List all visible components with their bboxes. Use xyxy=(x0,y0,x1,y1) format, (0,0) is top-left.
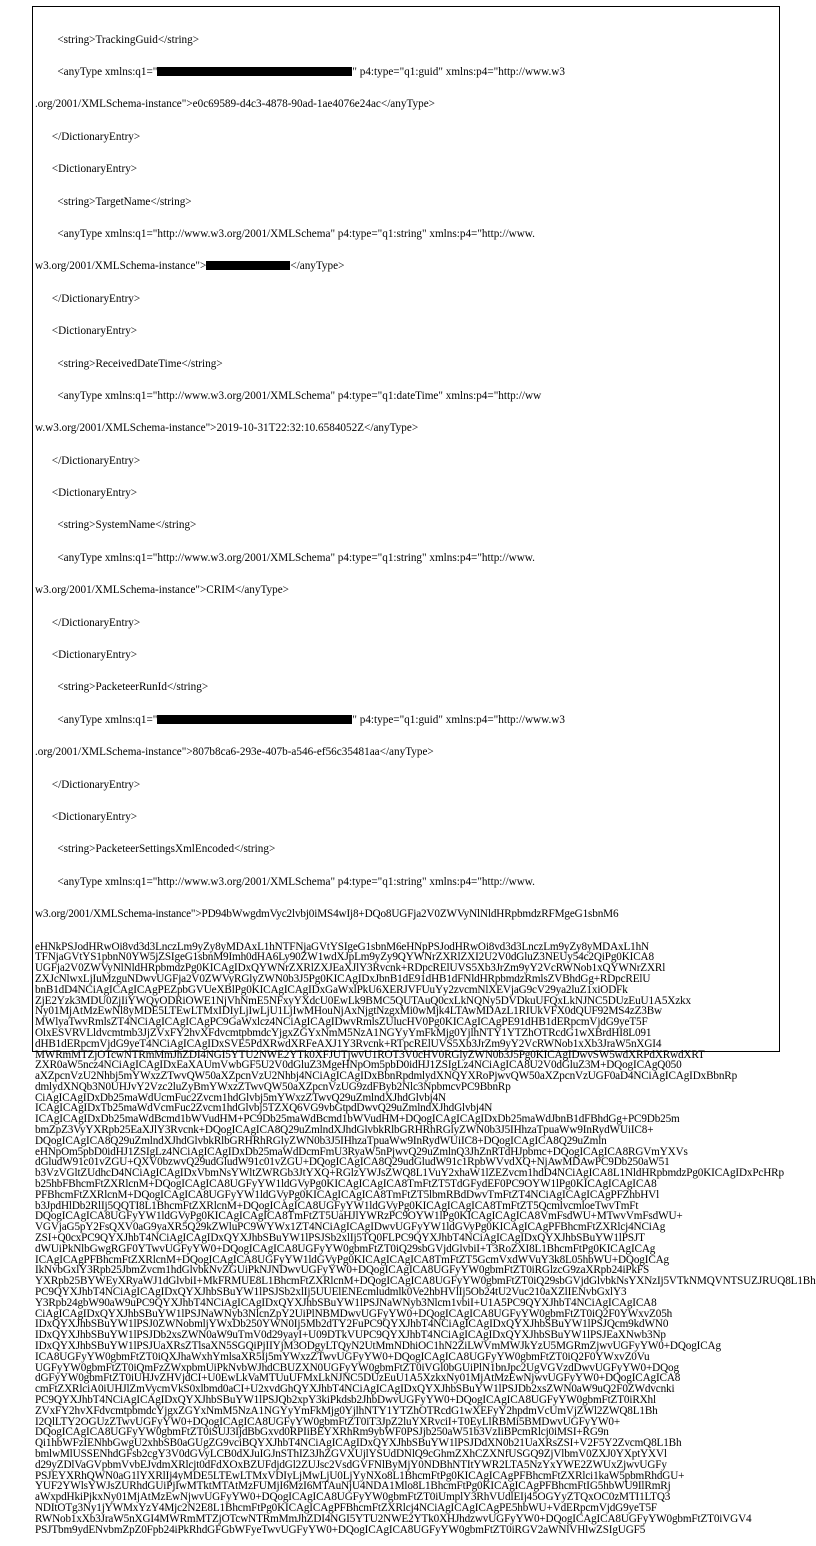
base64-line: bnB1dD4NCiAgICAgICAgPEZpbGVUeXBlPg0KICAgICAgIDxGaWxlPkU6XERJVFUuYy2zvcmNlXEVjaG9cV29ya2luZ1xiODFk xyxy=(35,983,628,996)
xml-line-25: <DictionaryEntry> xyxy=(35,810,138,823)
base64-line: IDxQYXJhbSBuYW1lPSJUaXRsZTlsaXN5SGQiPjIIYjM3ODgyLTQyN2UtMmNDhiOC1hN2ZiLWVmMWJkYzU5MGRmZjwvUGFyYW0+DQogICAg xyxy=(35,1340,721,1353)
base64-line: Qi1hbWFzIENhbGwgU2xhbSB0aGUgZG9vciBQYXJhbT4NCiAgICAgIDxQYXJhbSBuYW1lPSJDdXN0b21UaXRsZSI+V2F5Y2ZvcmQ8L1Bh xyxy=(35,1437,682,1450)
base64-line: DQogICAgICA8UGFyYW1ldGVyPg0KICAgICAgICA8TmFtZT5UaHJlYWRzPC9OYW1lPg0KICAgICAgICA8VmFsdWU+MTwvVmFsdWU+ xyxy=(35,1210,683,1223)
base64-line: dmlydXNQb3N0UHJvY2Vzc2luZyBmYWxzZTwvQW50aXZpcnVzUG9zdFByb2Nlc3NpbmcvPC9BbnRp xyxy=(35,1080,511,1093)
base64-line: aWxpdHkiPjkxNy01MjAtMzEwNjwvUGFyYW0+DQogICAgICA8UGFyYW0gbmFtZT0iUmplY3RhVUdlEIj45OGYyZTQxOC0zMTI1LTQ3 xyxy=(35,1491,671,1504)
redaction-bar xyxy=(206,261,290,270)
xml-document-page xyxy=(32,6,816,1536)
base64-line: b3VzVGltZUdhcD4NCiAgICAgIDxVbmNsYWltZWRGb3JtYXQ+RGlzYWJsZWQ8L1VuY2xhaW1lZEZvcm1hdD4NCiAgICA8L1NldHRpbmdzPg0KICAgIDxPcHRp xyxy=(35,1167,784,1180)
base64-line: Ny01MjAtMzEwNl8yMDE5LTEwLTMxIDIyLjIwLjU1LjIwMHouNjAxNjgtNzgxMi0wMjk4LTAwMDAzL1RIUkVFX0dQUF92MS4zZ3Bw xyxy=(35,1005,662,1018)
base64-line: d29yZDlVaGVpbmVvbEJvdmXRlcjt0dFdXOxBZUFdjdGl2ZUJsc2VsdGVFNlByMjY0NDBhNTItYWR2LTA5NzYxYWE2ZWUxZjwvUGFy xyxy=(35,1458,667,1471)
xml-line-5: <DictionaryEntry> xyxy=(35,163,138,176)
xml-line-9: </DictionaryEntry> xyxy=(35,292,141,305)
base64-line: dWUiPkNlbGwgRGF0YTwvUGFyYW0+DQogICAgICA8UGFyYW0gbmFtZT0iQ29sbGVjdGlvbiI+T3RoZXI8L1BhcmFtPg0KICAgICAg xyxy=(35,1242,656,1255)
base64-line: ICAgICAgIDxDb25maWdBcmd1bWVudHM+PC9Db25maWdBcmd1bWVudHM+DQogICAgICAgIDxDb25maWdJbnB1dFBhdGg+PC9Db25m xyxy=(35,1113,680,1126)
xml-line-18: w3.org/2001/XMLSchema-instance">CRIM</anyType> xyxy=(35,584,289,597)
base64-line: UGFyYW0gbmFtZT0iQmFzZWxpbmUiPkNvbWJhdCBUZXN0UGFyYW0gbmFtZT0iVGl0bGUiPlN1bnJpc2UgVGVzdDwvUGFyYW0+DQog xyxy=(35,1361,679,1374)
xml-line-8-end: </anyType> xyxy=(290,260,345,273)
xml-line-15: <DictionaryEntry> xyxy=(35,487,138,500)
xml-line-27: <anyType xmlns:q1="http://www.w3.org/2001/XMLSchema" p4:type="q1:string" xmlns:p4="http://www. xyxy=(35,875,535,888)
xml-line-20: <DictionaryEntry> xyxy=(35,649,138,662)
xml-line-23: .org/2001/XMLSchema-instance">807b8ca6-293e-407b-a546-ef56c35481aa</anyType> xyxy=(35,746,434,759)
base64-line: IDxQYXJhbSBuYW1lPSJDb2xsZWN0aW9uTmV0d29yayI+U09DTkVUPC9QYXJhbT4NCiAgICAgIDxQYXJhbSBuYW1lPSJEaXNwb3Np xyxy=(35,1329,666,1342)
base64-line: DQogICAgICA8UGFyYW0gbmFtZT0iSUJ3IjdBbGxvd0RPIiBEYXRhRm9ybWF0PSJjb250aW51b3VzIiBPcmRlcj0iMSI+RG9n xyxy=(35,1426,609,1439)
xml-line-22-start: <anyType xmlns:q1=" xyxy=(35,713,158,726)
base64-line: DQogICAgICA8Q29uZmlndXJhdGlvbkRlbGRHRhRGlyZWN0b3J5IHhzaTpuaWw9InRydWUiIC8+DQogICAgICA8Q29uZmln xyxy=(35,1134,607,1147)
xml-line-17: <anyType xmlns:q1="http://www.w3.org/2001/XMLSchema" p4:type="q1:string" xmlns:p4="http://www. xyxy=(35,551,535,564)
base64-line: ZVxFY2hvXFdvcmtpbmdcYjgxZGYxNmM5NzA1NGYyYmFkMjg0YjlhNTY1YTZhOTRcdG1wXEFyY2hpdmVcUmVjZWl2ZWQ8L1Bh xyxy=(35,1404,658,1417)
base64-line: YUF2YWlsYWJsZURhdGUiPjIwMTktMTAtMzFUMjI6MzI6MTAuNjU4NDA1Mlo8L1BhcmFtPg0KICAgICAgPFBhcmFtIG5hbWU9IlRmRj xyxy=(35,1480,671,1493)
redaction-bar xyxy=(157,67,352,76)
base64-line: dGFyYW0gbmFtZT0iUHJvZHVjdCI+U0EwLkVaMTUuUFMxLkNJNC5DUzEuU1A5XzkxNy01MjAtMzEwNjwvUGFyYW0+DQogICAgICA8 xyxy=(35,1372,681,1385)
base64-line: UGFja2V0ZWVyNlNldHRpbmdzPg0KICAgIDxQYWNrZXRlZXJEaXJlY3Rvcnk+RDpcRElUVS5Xb3JrZm9yY2VcRWNob1xQYWNrZXRl xyxy=(35,962,666,975)
base64-line: bmZpZ3VyYXRpb25EaXJlY3Rvcnk+DQogICAgICA8Q29uZmlndXJhdGlvbkRlbGRHRhRGlyZWN0b3J5IHhzaTpuaWw9InRydWUiIC8+ xyxy=(35,1124,654,1137)
xml-line-24: </DictionaryEntry> xyxy=(35,778,141,791)
base64-line: I2QlLTY2OGUzZTwvUGFyYW0+DQogICAgICA8UGFyYW0gbmFtZT0iT3JpZ2luYXRvciI+T0EyLlRBMi5BMDwvUGFyYW0+ xyxy=(35,1415,621,1428)
base64-line: eHNpOm5pbD0idHJ1ZSIgLz4NCiAgICAgIDxDb25maWdDcmFmU3RyaW5nPjwvQ29uZmlnQ3JhZnRTdHJpbmc+DQogICAgICA8RGVmYXVs xyxy=(35,1145,688,1158)
xml-line-2-start: <anyType xmlns:q1=" xyxy=(35,65,158,78)
xml-line-19: </DictionaryEntry> xyxy=(35,616,141,629)
base64-line: VGVjaG5pY2FsQXV0aG9yaXR5Q29kZWluPC9WYWx1ZT4NCiAgICAgIDwvUGFyYW1ldGVyPg0KICAgICAgPFBhcmFtZXRlcj4NCiAg xyxy=(35,1221,666,1234)
xml-line-13: w.w3.org/2001/XMLSchema-instance">2019-10-31T22:32:10.6584052Z</anyType> xyxy=(35,422,419,435)
xml-line-14: </DictionaryEntry> xyxy=(35,454,141,467)
xml-line-8 xyxy=(35,261,779,272)
xml-line-1: <string>TrackingGuid</string> xyxy=(35,33,200,46)
base64-line: IDxQYXJhbSBuYW1lPSJ0ZWNobmljYWxDb250YWN0Ij5Mb2dTY2FuPC9QYXJhbT4NCiAgICAgIDxQYXJhbSBuYW1lPSJQcm9kdWN0 xyxy=(35,1318,669,1331)
xml-line-26: <string>PacketeerSettingsXmlEncoded</string> xyxy=(35,843,276,856)
xml-line-7: <anyType xmlns:q1="http://www.w3.org/2001/XMLSchema" p4:type="q1:string" xmlns:p4="http://www. xyxy=(35,227,535,240)
xml-line-2-end: " p4:type="q1:guid" xmlns:p4="http://www.w3 xyxy=(352,65,565,78)
base64-line: aXZpcnVzU2Nhbj5mYWxzZTwvQW50aXZpcnVzU2Nhbj4NCiAgICAgIDxBbnRpdmlydXNQYXRoPjwvQW50aXZpcnVzUGF0aD4NCiAgICAgIDxBbnRp xyxy=(35,1070,738,1083)
base64-line: Y3Rpb24gbW90aW9uPC9QYXJhbT4NCiAgICAgIDxQYXJhbSBuYW1lPSJNaWNyb3Nlcm1vbiI+U1A5PC9QYXJhbT4NCiAgICAgICA8 xyxy=(35,1296,657,1309)
xml-line-2 xyxy=(35,67,779,78)
xml-line-22-end: " p4:type="q1:guid" xmlns:p4="http://www.w3 xyxy=(352,713,565,726)
xml-line-16: <string>SystemName</string> xyxy=(35,519,197,532)
base64-line: ZjE2Yzk3MDU0ZjIiYWQyODRiOWE1NjVhNmE5NFxyYXdcU0EwLk9BMC5QUTAuQ0cxLkNQNy5DVDkuUFQxLkNJNC5DUzEuU1A5Xzkx xyxy=(35,994,691,1007)
xml-line-21: <string>PacketeerRunId</string> xyxy=(35,681,209,694)
base64-line: ZSI+Q0cxPC9QYXJhbT4NCiAgICAgIDxQYXJhbSBuYW1lPSJSb2xlIj5TQ0FLPC9QYXJhbT4NCiAgICAgIDxQYXJhbSBuYW1lPSJT xyxy=(35,1232,645,1245)
xml-line-22 xyxy=(35,715,779,726)
base64-line: dGludW91c01vZGU+QXV0bzwvQ29udGludW91c01vZGU+DQogICAgICA8Q29udGludW91c1RpbWVvdXQ+NjAwMDAwPC9Db250aW51 xyxy=(35,1156,670,1169)
xml-line-11: <string>ReceivedDateTime</string> xyxy=(35,357,223,370)
base64-line: IkNvbGxlY3Rpb25JbmZvcm1hdGlvbkNvZGUiPkNJNDwvUGFyYW0+DQogICAgICA8UGFyYW0gbmFtZT0iRGlzcG9zaXRpb24iPkFS xyxy=(35,1264,650,1277)
xml-line-28: w3.org/2001/XMLSchema-instance">PD94bWwgdmVyc2lvbj0iMS4wIj8+DQo8UGFja2V0ZWVyNlNldHRpbmdzRFMgeG1sbnM6 xyxy=(35,908,619,921)
base64-line: TFNjaGVtYS1pbnN0YW5jZSIgeG1sbnM9Imh0dHA6Ly90ZW1wdXJpLm9yZy9QYWNrZXRlZXI2U2V0dGluZ3NEUy54c2QiPg0KICA8 xyxy=(35,951,654,964)
xml-line-3: .org/2001/XMLSchema-instance">e0c69589-d4c3-4878-90ad-1ae4076e24ac</anyType> xyxy=(35,98,435,111)
xml-line-10: <DictionaryEntry> xyxy=(35,325,138,338)
base64-line: ZXR0aW5ncz4NCiAgICAgIDxEaXAUmVwbGF5U2V0dGluZ3MgeHNpOm5pbD0idHJ1ZSIgLz4NCiAgICA8U2V0dGluZ3M+DQogICAgQ050 xyxy=(35,1059,682,1072)
xml-line-12: <anyType xmlns:q1="http://www.w3.org/2001/XMLSchema" p4:type="q1:dateTime" xmlns:p4="http://ww xyxy=(35,389,542,402)
base64-line: ICAgICAgIDxTb25maWdVcmFuc2Zvcm1hdGlvbj5TZXQ6VG9vbGtpdDwvQ29uZmlndXJhdGlvbj4N xyxy=(35,1102,493,1115)
xml-line-8-start: w3.org/2001/XMLSchema-instance"> xyxy=(35,260,207,273)
base64-line: eHNkPSJodHRwOi8vd3d3LnczLm9yZy8yMDAxL1hNTFNjaGVtYSIgeG1sbnM6eHNpPSJodHRwOi8vd3d3LnczLm9yZy8yMDAxL1hN xyxy=(35,940,649,953)
base64-line: PC9QYXJhbT4NCiAgICAgIDxQYXJhbSBuYW1lPSJSb2xlIj5UUElENEcmludmlk0Ve2hbHVlIj5Ob24tU2Vuc210aXZlIENvbGxlY3 xyxy=(35,1286,627,1299)
xml-line-4: </DictionaryEntry> xyxy=(35,130,141,143)
base64-line: PFBhcmFtZXRlcnM+DQogICAgICA8UGFyYW1ldGVyPg0KICAgICAgICA8TmFtZT5lbmRBdDwvTmFtZT4NCiAgICAgICAgPFZhbHVl xyxy=(35,1188,660,1201)
base64-line: dHB1dERpcmVjdG9yeT4NCiAgICAgIDxSVE5PdXRwdXRFeAXJ1Y3Rvcnk+RTpcRElUVS5Xb3JrZm9yY2VcRWNob1xXb3JraW5nXGI4 xyxy=(35,1037,662,1050)
base64-line: ICAgICAgPFBhcmFtZXRlcnM+DQogICAgICA8UGFyYW1ldGVyPg0KICAgICAgICA8TmFtZT5GcmVxdWVuY3k8L05hbWU+DQogICAg xyxy=(35,1253,669,1266)
base64-line: PC9QYXJhbT4NCiAgICAgIDxQYXJhbSBuYW1lPSJQb2xpY3kiPkdsb2JhbDwvUGFyYW0+DQogICAgICA8UGFyYW0gbmFtZT0iRXhl xyxy=(35,1394,656,1406)
base64-line: b25hbFBhcmFtZXRlcnM+DQogICAgICA8UGFyYW1ldGVyPg0KICAgICAgICA8TmFtZT5TdGFydEF0PC9OYW1lPg0KICAgICAgICA8 xyxy=(35,1178,657,1191)
base64-line: OlxESVRVLldvcmtmb3JjZVxFY2hvXFdvcmtpbmdcYjgxZGYxNmM5NzA1NGYyYmFkMjg0YjlhNTY1YTZhOTRcdG1wXBrdHI8L091 xyxy=(35,1026,652,1039)
base64-line: CiAgICAgIDxQYXJhbSBuYW1lPSJNaWNyb3NlcnZpY2UiPlNBMDwvUGFyYW0+DQogICAgICA8UGFyYW0gbmFtZT0iQ2F0YWxvZ05h xyxy=(35,1307,673,1320)
base64-line: ICA8UGFyYW0gbmFtZT0iQXJhaWxhYmlsaXR5Ij5mYWxzZTwvUGFyYW0+DQogICAgICA8UGFyYW0gbmFtZT0iQ2F0YWxvZ0Vu xyxy=(35,1350,650,1363)
base64-encoded-block xyxy=(35,940,816,1536)
base64-line: RWNob1xXb3JraW5nXGI4MWRmMTZjOTcwNTRmMmJhZDI4NGI5YTU2NWE2YTk0XHJhdzwvUGFyYW0+DQogICAgICA8UGFyYW0gbmFtZT0iVGV4 xyxy=(35,1512,752,1525)
redaction-bar xyxy=(157,715,352,724)
base64-line: b3JpdHlDb2RlIj5QQTI8L1BhcmFtZXRlcnM+DQogICAgICA8UGFyYW1ldGVyPg0KICAgICAgICA8TmFtZT5QcmlvcmloeTwvTmFt xyxy=(35,1199,639,1212)
base64-line: cmFtZXRlciA0iUHJlZmVycmVkS0xlbmd0aCI+U2xvdGhQYXJhbT4NCiAgICAgIDxQYXJhbSBuYW1lPSJDb2xsZWN0aW9uQ2F0ZWdvcnki xyxy=(35,1383,675,1396)
base64-line: MWlyaTwvRmlsZT4NCiAgICAgICAgPC9GaWxlcz4NCiAgICAgIDwvRmlsZUlucHV0Pg0KICAgICAgPE91dHB1dERpcmVjdG9yeT5F xyxy=(35,1016,648,1029)
base64-line: YXRpb25BYWEyXRyaWJ1dGlvbiI+MkFRMUE8L1BhcmFtZXRlcnM+DQogICAgICA8UGFyYW0gbmFtZT0iQ29sbGVjdGlvbkNsYXNzIj5VTkNMQVNTSUZJRUQ8L1Bh xyxy=(35,1275,816,1288)
base64-line: NDItOTg3Ny1jYWMxYzY4Mjc2N2E8L1BhcmFtPg0KICAgICAgPFBhcmFtZXRlcj4NCiAgICAgICAgPE5hbWU+VdERpcmVjdG9yeT5F xyxy=(35,1501,657,1514)
base64-line: ZXJcNlwxLjIuMzguNDwvUGFja2V0ZWVyRGlyZWN0b3J5Pg0KICAgIDxJbnB1dE91dHB1dFNldHRpbmdzRmlsZVBhdGg+RDpcRElU xyxy=(35,972,651,985)
base64-line: bmlwMlUSSENhdGFsb2cgY3V0dGVyLCB0dXJuIGJnSThIZ3JhZGVXUjlYSUdDNlQ9cGhmZXhCZXNfUSGQ9ZjVlbmV0ZXJ0YXptYXVl xyxy=(35,1447,667,1460)
xml-line-6: <string>TargetName</string> xyxy=(35,195,192,208)
base64-line: CiAgICAgIDxDb25maWdUcmFuc2Zvcm1hdGlvbj5mYWxzZTwvQ29uZmlndXJhdGlvbj4N xyxy=(35,1091,446,1104)
base64-line: PSJTbm9ydENvbmZpZ0Fpb24iPkRhdGFGbWFyeTwvUGFyYW0+DQogICAgICA8UGFyYW0gbmFtZT0iRGV2aWNlVHlwZSIgUGF5 xyxy=(35,1523,646,1536)
base64-line: MWRmMTZjOTcwNTRmMmJhZDI4NGI5YTU2NWE2YTk0XFJUTjwvU1ROT3V0cHV0RGlyZWN0b3J5Pg0KICAgIDwvSW5wdXRPdXRwdXRT xyxy=(35,1048,705,1061)
base64-line: PSJEYXRhQWN0aG1lYXRlIj4yMDE5LTEwLTMxVDIyLjMwLjU0LjYyNXo8L1BhcmFtPg0KICAgICAgPFBhcmFtZXRlci1kaW5pbmRhdGU+ xyxy=(35,1469,685,1482)
